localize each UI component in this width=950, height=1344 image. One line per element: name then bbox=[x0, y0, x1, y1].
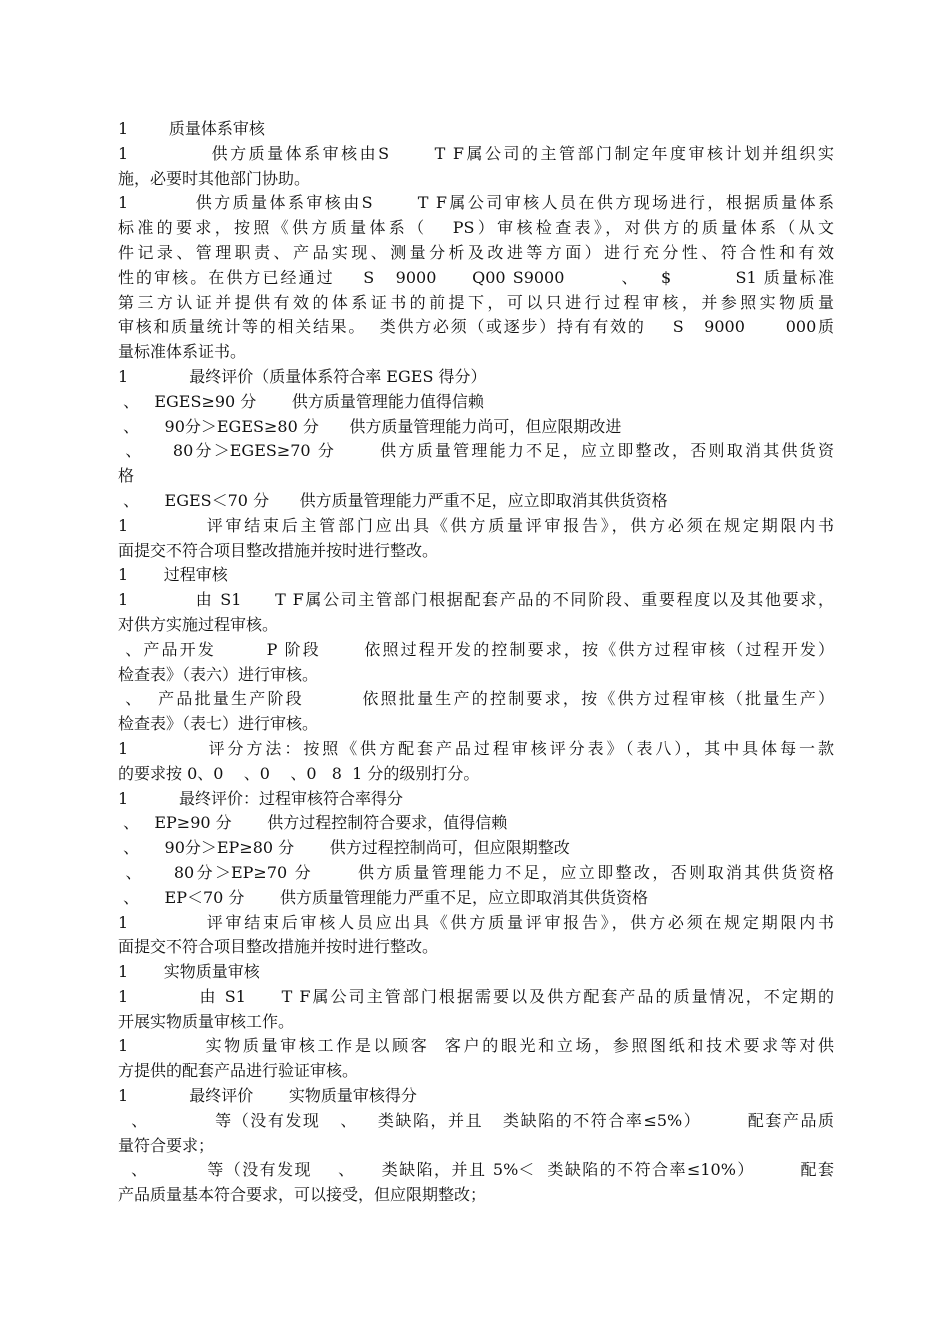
text-line: 1 由 S1 T F属公司主管部门根据配套产品的不同阶段、重要程度以及其他要求， bbox=[118, 590, 834, 610]
text-line: 对供方实施过程审核。 bbox=[118, 614, 279, 634]
text-line: 开展实物质量审核工作。 bbox=[118, 1011, 295, 1031]
text-line: 、 80分＞EP≥70 分 供方质量管理能力不足，应立即整改，否则取消其供货资格 bbox=[118, 862, 834, 882]
text-line: 件记录、管理职责、产品实现、测量分析及改进等方面）进行充分性、符合性和有效 bbox=[118, 242, 834, 262]
text-line: 格 bbox=[118, 466, 135, 486]
text-line: 1 评审结束后主管部门应出具《供方质量评审报告》，供方必须在规定期限内书 bbox=[118, 515, 834, 535]
text-line: 面提交不符合项目整改措施并按时进行整改。 bbox=[118, 937, 439, 957]
text-line: 量符合要求； bbox=[118, 1135, 215, 1155]
text-line: 第三方认证并提供有效的体系证书的前提下，可以只进行过程审核，并参照实物质量 bbox=[118, 292, 834, 312]
text-line: 、 EGES＜70 分 供方质量管理能力严重不足，应立即取消其供货资格 bbox=[118, 490, 668, 510]
text-line: 1 最终评价：过程审核符合率得分 bbox=[118, 788, 404, 808]
text-line: 量标准体系证书。 bbox=[118, 342, 247, 362]
text-line: 标准的要求，按照《供方质量体系（ PS）审核检查表》，对供方的质量体系（从文 bbox=[118, 218, 834, 238]
text-line: 、 产品批量生产阶段 依照批量生产的控制要求，按《供方过程审核（批量生产） bbox=[118, 689, 834, 709]
text-line: 性的审核。在供方已经通过 S 9000 Q00 S9000 、 $ S1 质量标准 bbox=[118, 267, 834, 287]
text-line: 、 EGES≥90 分 供方质量管理能力值得信赖 bbox=[118, 391, 484, 411]
text-line: 、 80分＞EGES≥70 分 供方质量管理能力不足，应立即整改，否则取消其供货资 bbox=[118, 441, 834, 461]
text-line: 、 EP＜70 分 供方质量管理能力严重不足，应立即取消其供货资格 bbox=[118, 887, 649, 907]
text-line: 、 90分＞EP≥80 分 供方过程控制尚可，但应限期整改 bbox=[118, 838, 570, 858]
text-line: 产品质量基本符合要求，可以接受，但应限期整改； bbox=[118, 1185, 487, 1205]
text-line: 面提交不符合项目整改措施并按时进行整改。 bbox=[118, 540, 439, 560]
text-line: 的要求按 0、0 、0 、0 8 1 分的级别打分。 bbox=[118, 763, 480, 783]
text-line: 、 等（没有发现 、 类缺陷，并且 5%＜ 类缺陷的不符合率≤10%） 配套 bbox=[118, 1160, 834, 1180]
document-body bbox=[118, 117, 834, 1208]
text-line: 1 过程审核 bbox=[118, 565, 228, 585]
text-line: 1 最终评价（质量体系符合率 EGES 得分） bbox=[118, 366, 487, 386]
text-line: 1 供方质量体系审核由S T F属公司的主管部门制定年度审核计划并组织实 bbox=[118, 143, 834, 163]
text-line: 方提供的配套产品进行验证审核。 bbox=[118, 1061, 359, 1081]
text-line: 、产品开发 P 阶段 依照过程开发的控制要求，按《供方过程审核（过程开发） bbox=[118, 639, 834, 659]
text-line: 1 供方质量体系审核由S T F属公司审核人员在供方现场进行，根据质量体系 bbox=[118, 193, 834, 213]
text-line: 1 最终评价 实物质量审核得分 bbox=[118, 1086, 417, 1106]
text-line: 1 评分方法：按照《供方配套产品过程审核评分表》（表八），其中具体每一款 bbox=[118, 738, 834, 758]
text-line: 1 评审结束后审核人员应出具《供方质量评审报告》，供方必须在规定期限内书 bbox=[118, 912, 834, 932]
text-line: 、 等（没有发现 、 类缺陷，并且 类缺陷的不符合率≤5%） 配套产品质 bbox=[118, 1110, 834, 1130]
text-line: 检查表》（表七）进行审核。 bbox=[118, 714, 319, 734]
text-line: 检查表》（表六）进行审核。 bbox=[118, 664, 319, 684]
text-line: 、 EP≥90 分 供方过程控制符合要求，值得信赖 bbox=[118, 813, 508, 833]
text-line: 、 90分＞EGES≥80 分 供方质量管理能力尚可，但应限期改进 bbox=[118, 416, 622, 436]
text-line: 1 由 S1 T F属公司主管部门根据需要以及供方配套产品的质量情况，不定期的 bbox=[118, 986, 834, 1006]
text-line: 1 实物质量审核 bbox=[118, 962, 260, 982]
text-line: 施，必要时其他部门协助。 bbox=[118, 168, 311, 188]
text-line: 审核和质量统计等的相关结果。 类供方必须（或逐步）持有有效的 S 9000 000质 bbox=[118, 317, 834, 337]
text-line: 1 质量体系审核 bbox=[118, 119, 265, 138]
text-line: 1 实物质量审核工作是以顾客 客户的眼光和立场，参照图纸和技术要求等对供 bbox=[118, 1036, 834, 1056]
